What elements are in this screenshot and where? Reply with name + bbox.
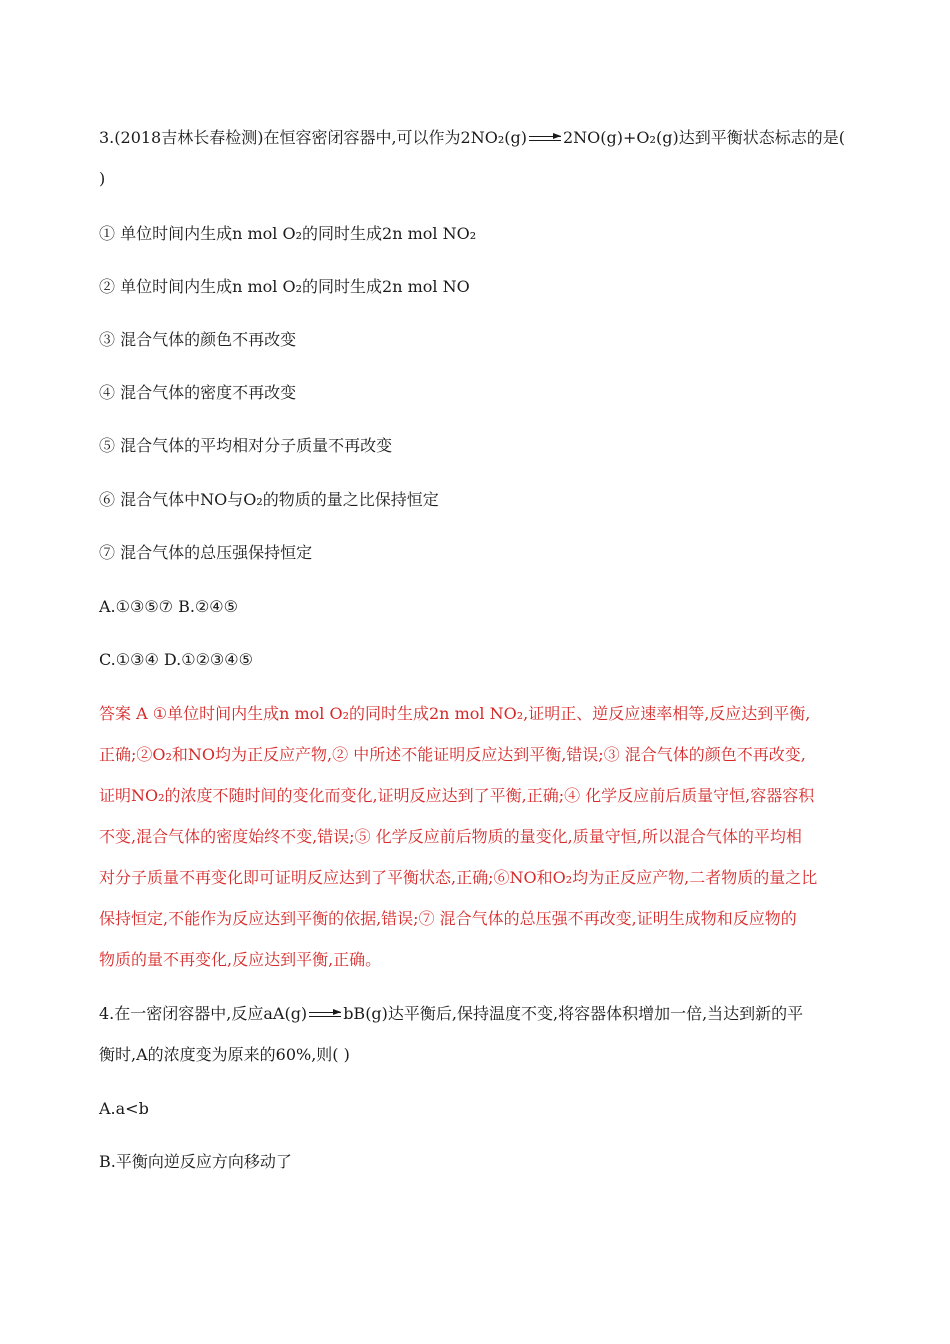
question-4-stem-part1: 4.在一密闭容器中,反应aA(g) <box>99 1004 308 1023</box>
answer-line-4: 不变,混合气体的密度始终不变,错误;⑤ 化学反应前后物质的量变化,质量守恒,所以混合气体的平均相 <box>99 827 802 846</box>
answer-line-2: 正确;②O₂和NO均为正反应产物,② 中所述不能证明反应达到平衡,错误;③ 混合气体的颜色不再改变, <box>99 745 806 764</box>
answer-line-7: 物质的量不再变化,反应达到平衡,正确。 <box>99 950 382 969</box>
question-3-stem-part2: 2NO(g)+O₂(g)达到平衡状态标志的是( <box>563 128 845 147</box>
question-4-stem <box>99 1003 803 1025</box>
equilibrium-arrow-icon <box>309 1010 341 1020</box>
statement-1: ① 单位时间内生成n mol O₂的同时生成2n mol NO₂ <box>99 224 477 243</box>
statement-5: ⑤ 混合气体的平均相对分子质量不再改变 <box>99 436 393 455</box>
answer-line-1: 答案 A ①单位时间内生成n mol O₂的同时生成2n mol NO₂,证明正、逆反应速率相等,反应达到平衡, <box>99 704 811 723</box>
answer-line-3: 证明NO₂的浓度不随时间的变化而变化,证明反应达到了平衡,正确;④ 化学反应前后质量守恒,容器容积 <box>99 786 815 805</box>
question-3-stem <box>99 127 845 149</box>
question-4-stem-end: 衡时,A的浓度变为原来的60%,则( ) <box>99 1045 350 1064</box>
options-ab: A.①③⑤⑦ B.②④⑤ <box>99 597 238 616</box>
statement-2: ② 单位时间内生成n mol O₂的同时生成2n mol NO <box>99 277 470 296</box>
option-b: B.平衡向逆反应方向移动了 <box>99 1152 292 1171</box>
options-cd: C.①③④ D.①②③④⑤ <box>99 650 253 669</box>
statement-3: ③ 混合气体的颜色不再改变 <box>99 330 297 349</box>
statement-7: ⑦ 混合气体的总压强保持恒定 <box>99 543 313 562</box>
equilibrium-arrow-icon <box>529 134 561 144</box>
answer-line-5: 对分子质量不再变化即可证明反应达到了平衡状态,正确;⑥NO和O₂均为正反应产物,二者物质的量之比 <box>99 868 818 887</box>
answer-line-6: 保持恒定,不能作为反应达到平衡的依据,错误;⑦ 混合气体的总压强不再改变,证明生成物和反应物的 <box>99 909 797 928</box>
question-3-stem-end: ) <box>99 169 106 188</box>
option-a: A.a<b <box>99 1099 149 1118</box>
statement-4: ④ 混合气体的密度不再改变 <box>99 383 297 402</box>
statement-6: ⑥ 混合气体中NO与O₂的物质的量之比保持恒定 <box>99 490 439 509</box>
question-4-stem-part2: bB(g)达平衡后,保持温度不变,将容器体积增加一倍,当达到新的平 <box>343 1004 804 1023</box>
question-3-stem-part1: 3.(2018吉林长春检测)在恒容密闭容器中,可以作为2NO₂(g) <box>99 128 527 147</box>
